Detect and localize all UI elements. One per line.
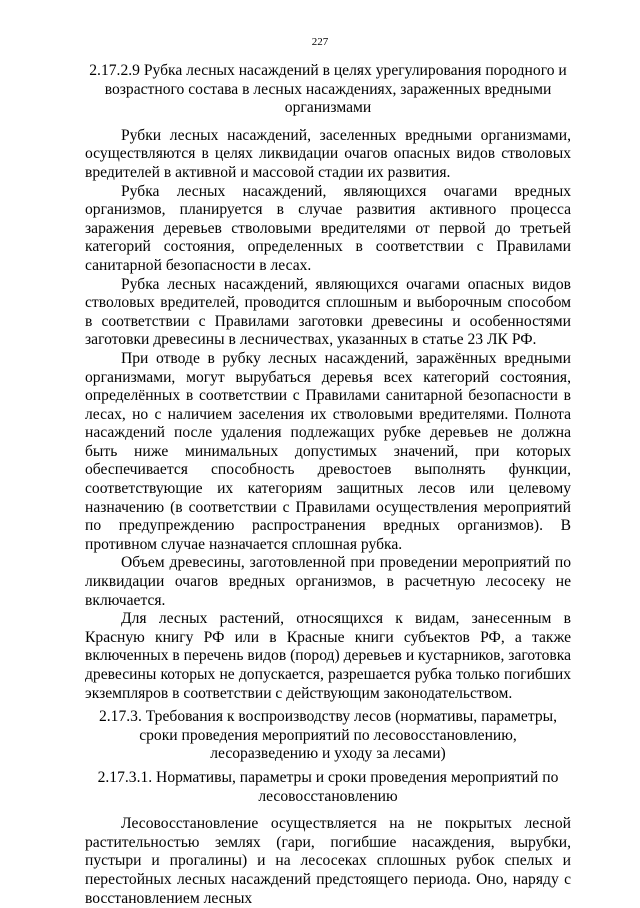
page-number: 227 <box>311 36 329 48</box>
paragraph: Лесовосстановление осуществляется на не покрытых лесной растительностью землях (гари, погибшие насаждения, вырубки, пустыри и прогалины) и на лесосеках сплошных рубок спелых и перестойных лесных насаждений предстоящего периода. Оно, наряду с восстановлением лесных <box>85 815 571 907</box>
section-heading-2-17-3-1: 2.17.3.1. Нормативы, параметры и сроки проведения мероприятий по лесовосстановлению <box>97 768 559 805</box>
paragraph: Рубка лесных насаждений, являющихся очагами вредных организмов, планируется в случае развития активного процесса заражения деревьев стволовыми вредителями от первой до третьей категорий состояния, определенных в соответствии с Правилами санитарной безопасности в лесах. <box>85 182 571 274</box>
paragraph: Для лесных растений, относящихся к видам, занесенным в Красную книгу РФ или в Красные книги субъектов РФ, а также включенных в перечень видов (пород) деревьев и кустарников, заготовка древесины которых не допускается, разрешается рубка только погибших экземпляров в соответствии с действующим законодательством. <box>85 610 571 702</box>
section-heading-2-17-3: 2.17.3. Требования к воспроизводству лесов (нормативы, параметры, сроки проведения мероприятий по лесовосстановлению, лесоразведению и уходу за лесами) <box>98 708 558 763</box>
page-content <box>85 62 571 908</box>
paragraph: Объем древесины, заготовленной при проведении мероприятий по ликвидации очагов вредных организмов, в расчетную лесосеку не включается. <box>85 554 571 609</box>
paragraph: Рубка лесных насаждений, являющихся очагами опасных видов стволовых вредителей, проводится сплошным и выборочным способом в соответствии с Правилами заготовки древесины и особенностями заготовки древесины в лесничествах, указанных в статье 23 ЛК РФ. <box>85 275 571 349</box>
paragraph: Рубки лесных насаждений, заселенных вредными организмами, осуществляются в целях ликвидации очагов опасных видов стволовых вредителей в активной и массовой стадии их развития. <box>85 126 571 181</box>
section-heading-2-17-2-9: 2.17.2.9 Рубка лесных насаждений в целях урегулирования породного и возрастного состава в лесных насаждениях, зараженных вредными организмами <box>89 62 567 117</box>
paragraph: При отводе в рубку лесных насаждений, заражённых вредными организмами, могут вырубаться деревья всех категорий состояния, определённых в соответствии с Правилами санитарной безопасности в лесах, но с наличием заселения их стволовыми вредителями. Полнота насаждений после удаления подлежащих рубке деревьев не должна быть ниже минимальных допустимых значений, при которых обеспечивается способность древостоев выполнять функции, соответствующие их категориям защитных лесов или целевому назначению (в соответствии с Правилами осуществления мероприятий по предупреждению распространения вредных организмов). В противном случае назначается сплошная рубка. <box>85 349 571 553</box>
